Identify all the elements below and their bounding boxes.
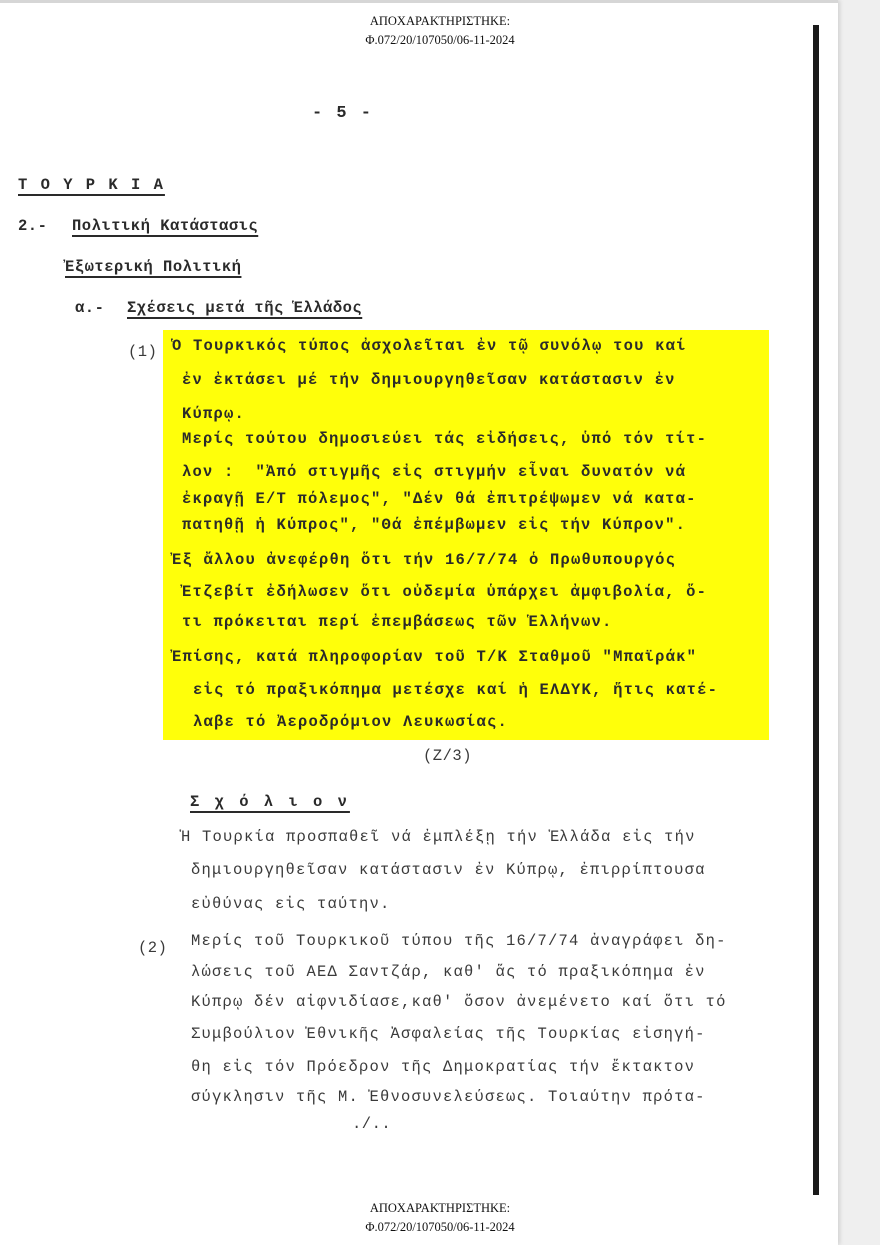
para1-line: Ἐπίσης, κατά πληροφορίαν τοῦ Τ/Κ Σταθμοῦ "Μπαϊράκ" bbox=[172, 648, 698, 666]
country-heading: Τ Ο Υ Ρ Κ Ι Α bbox=[18, 176, 165, 194]
stamp-bottom-line1: ΑΠΟΧΑΡΑΚΤΗΡΙΣΤΗΚΕ: bbox=[369, 1201, 511, 1215]
para1-line: τι πρόκειται περί ἐπεμβάσεως τῶν Ἑλλήνων. bbox=[182, 613, 613, 631]
highlighted-paragraph bbox=[163, 330, 769, 740]
stamp-top-line1: ΑΠΟΧΑΡΑΚΤΗΡΙΣΤΗΚΕ: bbox=[369, 14, 511, 28]
para1-number: (1) bbox=[128, 343, 158, 361]
para1-line: λον : "Ἀπό στιγμῆς εἰς στιγμήν εἶναι δυνατόν νά bbox=[182, 463, 687, 481]
para2-line: Κύπρῳ δέν αἰφνιδίασε,καθ' ὅσον ἀνεμένετο καί ὅτι τό bbox=[191, 993, 727, 1011]
para1-line: Κύπρῳ. bbox=[182, 405, 246, 423]
declassification-stamp-top bbox=[0, 12, 880, 50]
comment-line: Ἡ Τουρκία προσπαθεῖ νά ἐμπλέξῃ τήν Ἑλλάδα εἰς τήν bbox=[181, 828, 696, 846]
item-a-title: Σχέσεις μετά τῆς Ἑλλάδος bbox=[127, 299, 363, 317]
comment-title: Σ χ ό λ ι ο ν bbox=[190, 793, 350, 811]
section-number: 2.- bbox=[18, 217, 48, 235]
para1-line: ἐν ἐκτάσει μέ τήν δημιουργηθεῖσαν κατάστασιν ἐν bbox=[182, 371, 676, 389]
para2-line: θη εἰς τόν Πρόεδρον τῆς Δημοκρατίας τήν ἔκτακτον bbox=[191, 1058, 696, 1076]
para2-line: λώσεις τοῦ ΑΕΔ Σαντζάρ, καθ' ἅς τό πραξικόπημα ἐν bbox=[191, 963, 706, 981]
para2-line: σύγκλησιν τῆς Μ. Ἐθνοσυνελεύσεως. Τοιαύτην πρότα- bbox=[191, 1088, 706, 1106]
subsection-title: Ἐξωτερική Πολιτική bbox=[65, 258, 242, 276]
page-top-edge bbox=[0, 0, 838, 3]
item-a-label: α.- bbox=[75, 299, 105, 317]
scan-edge-bar bbox=[813, 25, 819, 1195]
page-number: - 5 - bbox=[312, 104, 374, 123]
section-title: Πολιτική Κατάστασις bbox=[72, 217, 259, 235]
comment-line: εὐθύνας εἰς ταύτην. bbox=[191, 895, 391, 913]
para1-line: Μερίς τούτου δημοσιεύει τάς εἰδήσεις, ὑπό τόν τίτ- bbox=[182, 430, 708, 448]
para1-line: Ἐξ ἄλλου ἀνεφέρθη ὅτι τήν 16/7/74 ὁ Πρωθυπουργός bbox=[172, 551, 677, 569]
para1-line: Ἐτζεβίτ ἐδήλωσεν ὅτι οὐδεμία ὑπάρχει ἀμφιβολία, ὅ- bbox=[182, 583, 708, 601]
para1-line: Ὁ Τουρκικός τύπος ἀσχολεῖται ἐν τῷ συνόλῳ του καί bbox=[172, 337, 687, 355]
para2-line: Μερίς τοῦ Τουρκικοῦ τύπου τῆς 16/7/74 ἀναγράφει δη- bbox=[191, 932, 727, 950]
para1-line: λαβε τό Ἀεροδρόμιον Λευκωσίας. bbox=[172, 713, 509, 731]
stamp-top-line2: Φ.072/20/107050/06-11-2024 bbox=[365, 33, 515, 47]
comment-line: δημιουργηθεῖσαν κατάστασιν ἐν Κύπρῳ, ἐπιρρίπτουσα bbox=[191, 861, 706, 879]
para1-line: εἰς τό πραξικόπημα μετέσχε καί ἡ ΕΛΔΥΚ, ἥτις κατέ- bbox=[172, 681, 719, 699]
para2-line: Συμβούλιον Ἐθνικῆς Ἀσφαλείας τῆς Τουρκίας εἰσηγή- bbox=[191, 1025, 706, 1043]
para1-line: πατηθῇ ἡ Κύπρος", "Θά ἐπέμβωμεν εἰς τήν Κύπρον". bbox=[182, 516, 687, 534]
para1-line: ἐκραγῇ Ε/Τ πόλεμος", "Δέν θά ἐπιτρέψωμεν νά κατα- bbox=[182, 490, 697, 508]
para1-reference: (Ζ/3) bbox=[423, 747, 473, 765]
declassification-stamp-bottom bbox=[0, 1199, 880, 1237]
stamp-bottom-line2: Φ.072/20/107050/06-11-2024 bbox=[365, 1220, 515, 1234]
continuation-mark: ./.. bbox=[352, 1115, 392, 1133]
para2-number: (2) bbox=[138, 939, 168, 957]
